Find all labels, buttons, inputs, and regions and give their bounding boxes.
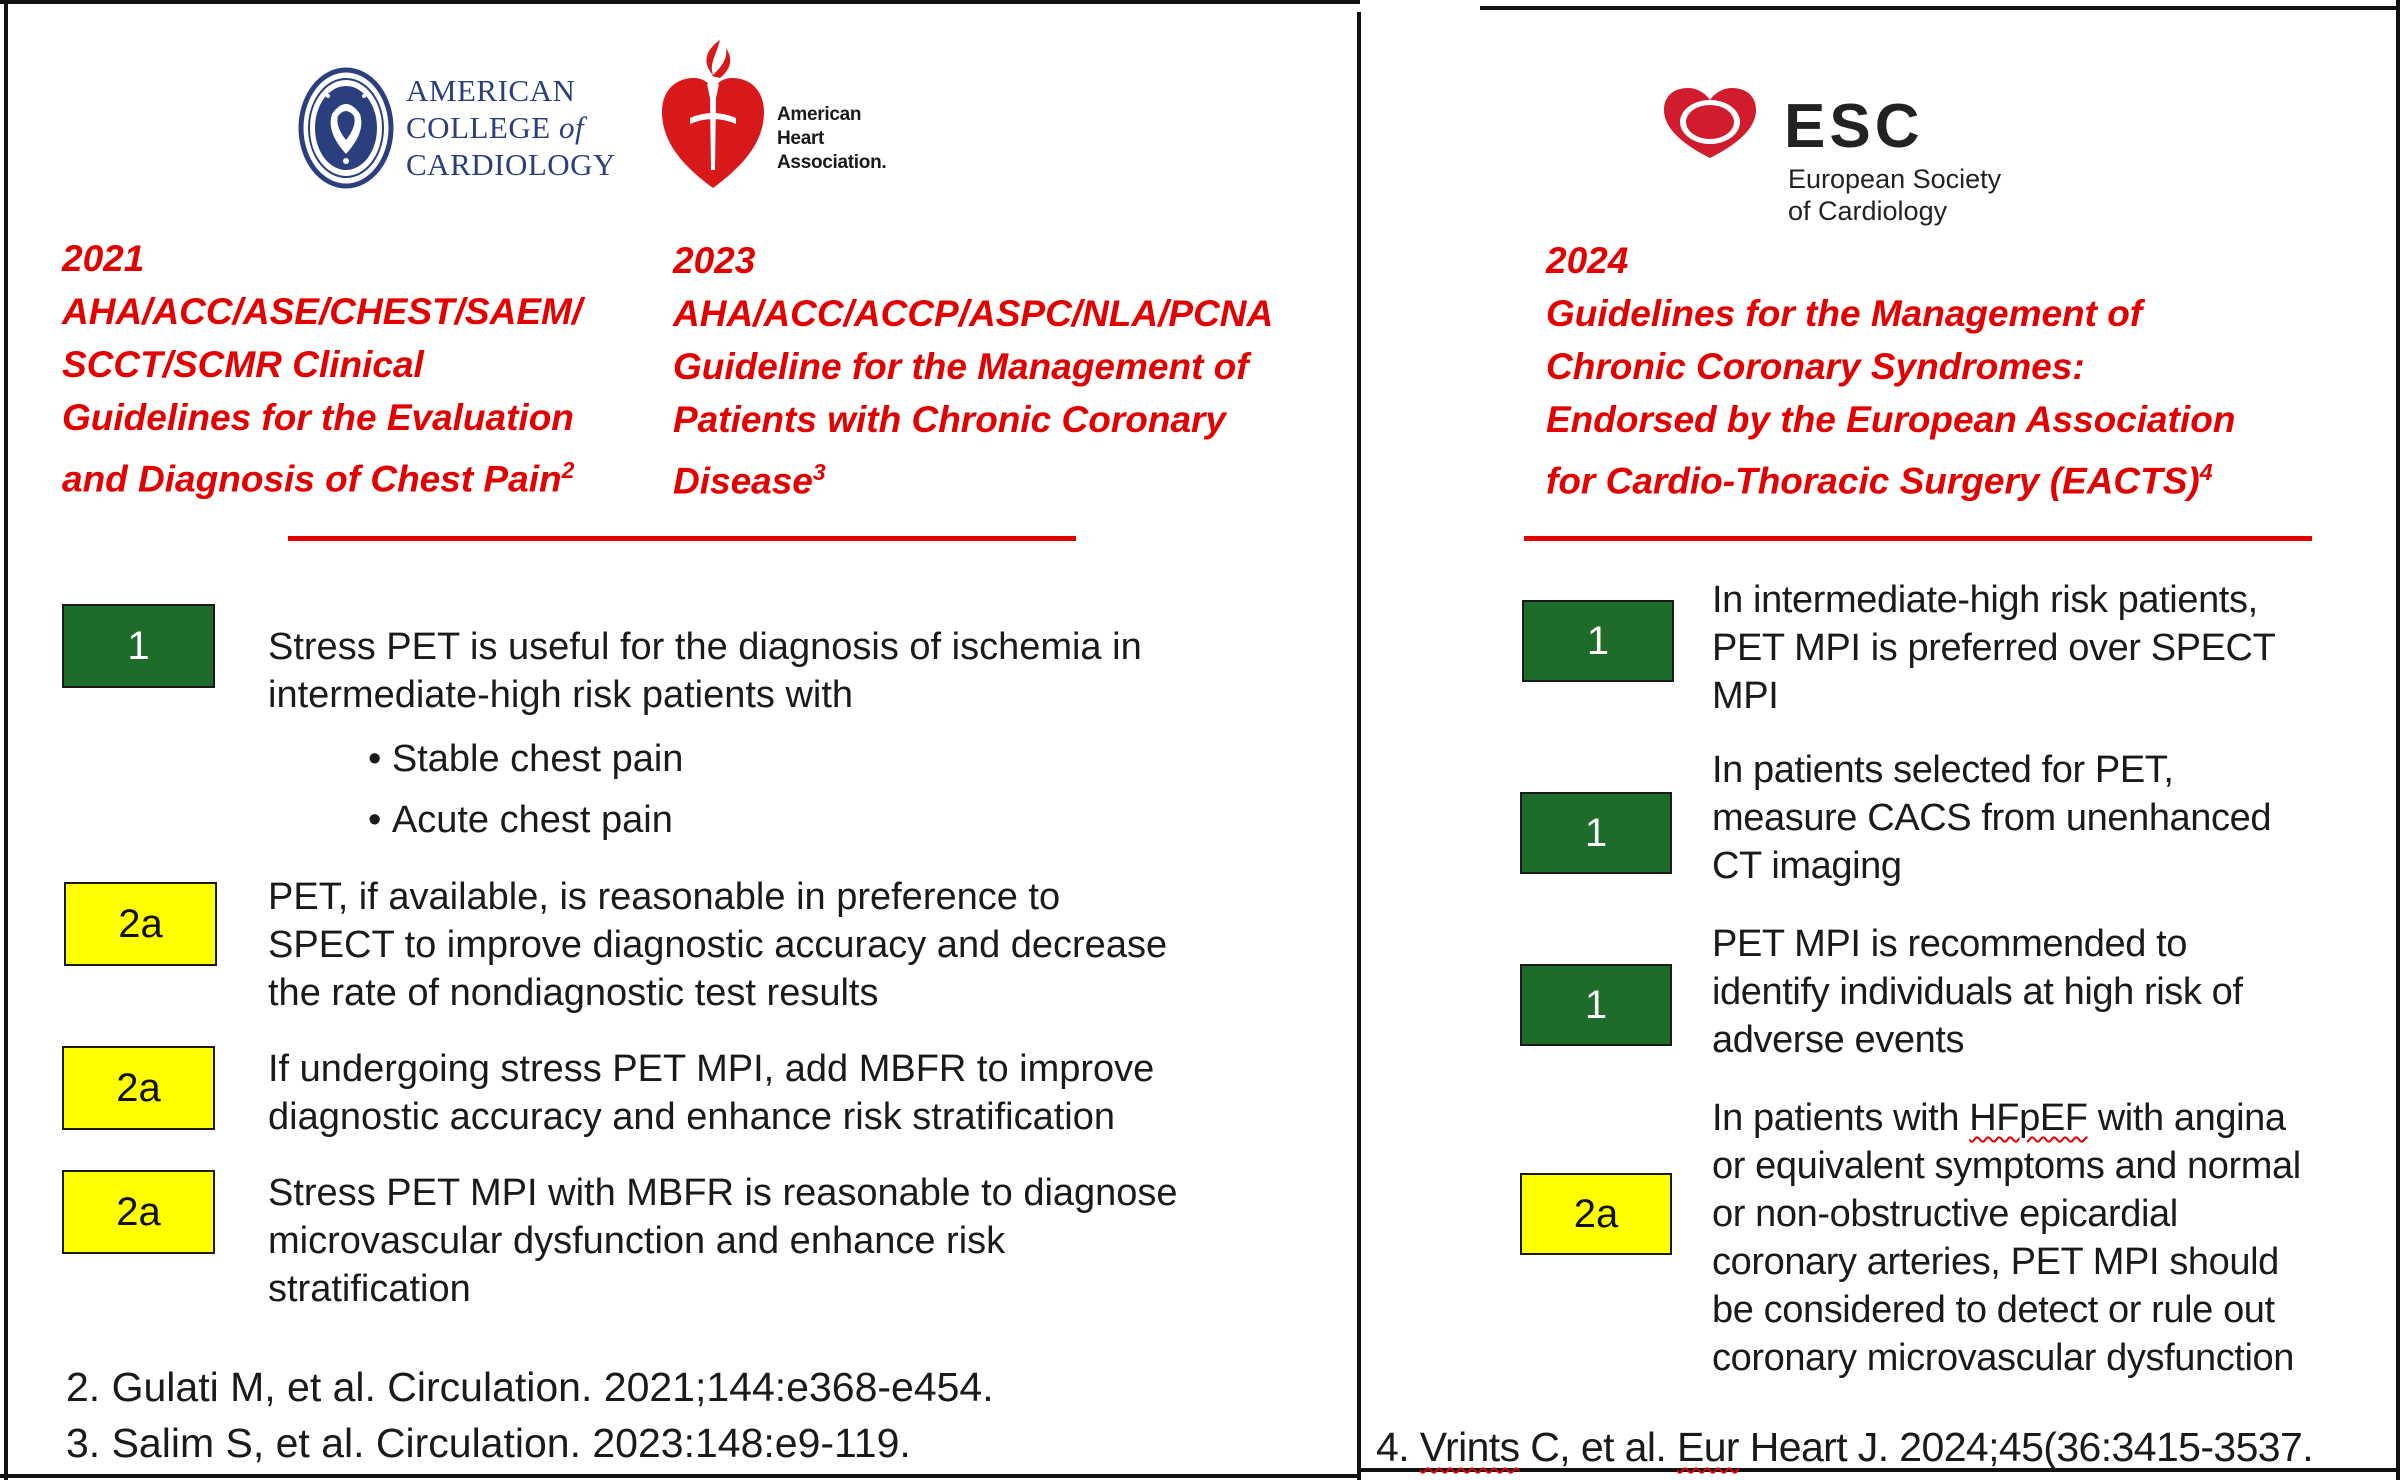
text-line: PET MPI is recommended to	[1712, 923, 2188, 965]
spellcheck-flag: Vrints	[1419, 1424, 1520, 1470]
text-line: In patients with HFpEF with angina	[1712, 1097, 2286, 1139]
title-line: Guidelines for the Evaluation	[62, 397, 574, 438]
acc-logo-line: CARDIOLOGY	[406, 147, 616, 182]
text-line: stratification	[268, 1268, 471, 1310]
reference-mark: 3	[812, 459, 826, 485]
title-line: Guidelines for the Management of	[1546, 293, 2143, 334]
text-line: MPI	[1712, 675, 1779, 717]
title-line: Guideline for the Management of	[673, 346, 1249, 387]
reference-mark: 4	[2199, 459, 2213, 485]
acc-seal-logo-icon	[298, 66, 394, 190]
text-line: CT imaging	[1712, 845, 1902, 887]
recommendation-text	[1712, 576, 2392, 720]
esc-logo-wordmark	[1788, 163, 2001, 227]
title-line: AHA/ACC/ASE/CHEST/SAEM/	[62, 291, 583, 332]
right-border	[2396, 0, 2400, 1480]
esc-heart-logo-icon	[1662, 86, 1758, 162]
esc-logo-acronym: ESC	[1784, 92, 1924, 161]
text-line: SPECT to improve diagnostic accuracy and decrease	[268, 924, 1168, 966]
guideline-title-2021	[62, 232, 582, 505]
text-line: measure CACS from unenhanced	[1712, 797, 2272, 839]
bullet-item: • Acute chest pain	[268, 790, 1328, 851]
esc-logo-line: European Society	[1788, 164, 2002, 194]
left-border	[4, 0, 8, 1480]
title-line: for Cardio-Thoracic Surgery (EACTS)$^4$	[1546, 459, 2213, 502]
acc-logo-line: COLLEGE of	[406, 110, 585, 145]
text-line: In intermediate-high risk patients,	[1712, 579, 2258, 621]
aha-logo-line: American	[777, 104, 862, 125]
text-line: Stress PET MPI with MBFR is reasonable to diagnose	[268, 1172, 1178, 1214]
aha-logo-line: Association.	[777, 152, 887, 173]
aha-logo-wordmark	[777, 103, 886, 175]
reference-line: 4. Vrints C, et al. Eur Heart J. 2024;45(36:3415-3537.	[1376, 1424, 2314, 1470]
title-year: 2024	[1546, 240, 1629, 281]
text-line: PET MPI is preferred over SPECT	[1712, 627, 2276, 669]
recommendation-text	[1712, 1094, 2392, 1382]
aha-heart-torch-logo-icon	[660, 38, 766, 194]
text-line: the rate of nondiagnostic test results	[268, 972, 879, 1014]
title-year: 2023	[673, 240, 756, 281]
reference-line: 2. Gulati M, et al. Circulation. 2021;144:e368-e454.	[66, 1364, 994, 1410]
acc-logo-line: AMERICAN	[406, 73, 576, 108]
guideline-title-2024	[1546, 234, 2235, 507]
text-line: coronary microvascular dysfunction	[1712, 1337, 2294, 1379]
bullet-list	[268, 729, 1328, 851]
text-line: microvascular dysfunction and enhance risk	[268, 1220, 1006, 1262]
aha-logo-line: Heart	[777, 128, 825, 149]
class-badge: 2a	[64, 882, 217, 966]
top-border-right	[1480, 6, 2400, 10]
text-line: coronary arteries, PET MPI should	[1712, 1241, 2279, 1283]
title-line: Chronic Coronary Syndromes:	[1546, 346, 2085, 387]
guideline-title-2023	[673, 234, 1273, 507]
class-badge: 2a	[1520, 1173, 1672, 1255]
class-badge: 1	[1520, 964, 1672, 1046]
top-border-left	[0, 0, 1360, 4]
recommendation-text	[268, 873, 1328, 1017]
reference-line: 3. Salim S, et al. Circulation. 2023:148:e9-119.	[66, 1420, 911, 1466]
title-line: Disease$^3$	[673, 459, 826, 502]
text-line: or equivalent symptoms and normal	[1712, 1145, 2301, 1187]
text-line: intermediate-high risk patients with	[268, 674, 854, 716]
class-badge: 2a	[62, 1170, 215, 1254]
text-line: adverse events	[1712, 1019, 1965, 1061]
section-divider	[1524, 536, 2312, 541]
title-line: SCCT/SCMR Clinical	[62, 344, 424, 385]
text-line: In patients selected for PET,	[1712, 749, 2174, 791]
recommendation-text	[1712, 746, 2392, 890]
spellcheck-flag: HFpEF	[1969, 1097, 2088, 1139]
bottom-border-left	[0, 1474, 1357, 1478]
title-line: and Diagnosis of Chest Pain$^2$	[62, 457, 575, 500]
title-line: Patients with Chronic Coronary	[673, 399, 1227, 440]
reference-mark: 2	[561, 457, 575, 483]
text-line: be considered to detect or rule out	[1712, 1289, 2275, 1331]
text-line: PET, if available, is reasonable in preference to	[268, 876, 1061, 918]
class-badge: 1	[62, 604, 215, 688]
text-line: or non-obstructive epicardial	[1712, 1193, 2178, 1235]
class-badge: 1	[1520, 792, 1672, 874]
text-line: identify individuals at high risk of	[1712, 971, 2243, 1013]
bullet-item: • Stable chest pain	[268, 729, 1328, 790]
title-line: AHA/ACC/ACCP/ASPC/NLA/PCNA	[673, 293, 1274, 334]
recommendation-text	[268, 1169, 1328, 1313]
text-line: If undergoing stress PET MPI, add MBFR to improve	[268, 1048, 1155, 1090]
title-year: 2021	[62, 238, 145, 279]
spellcheck-flag: Eur	[1676, 1424, 1739, 1470]
section-divider	[288, 536, 1076, 541]
panel-divider	[1357, 12, 1361, 1480]
acc-logo-wordmark	[406, 72, 616, 183]
text-line: diagnostic accuracy and enhance risk stratification	[268, 1096, 1116, 1138]
class-badge: 2a	[62, 1046, 215, 1130]
title-line: Endorsed by the European Association	[1546, 399, 2236, 440]
recommendation-text	[1712, 920, 2392, 1064]
recommendation-text	[268, 1045, 1328, 1141]
text-line: Stress PET is useful for the diagnosis of ischemia in	[268, 626, 1142, 668]
class-badge: 1	[1522, 600, 1674, 682]
recommendation-text	[268, 623, 1328, 851]
esc-logo-line: of Cardiology	[1788, 196, 1948, 226]
